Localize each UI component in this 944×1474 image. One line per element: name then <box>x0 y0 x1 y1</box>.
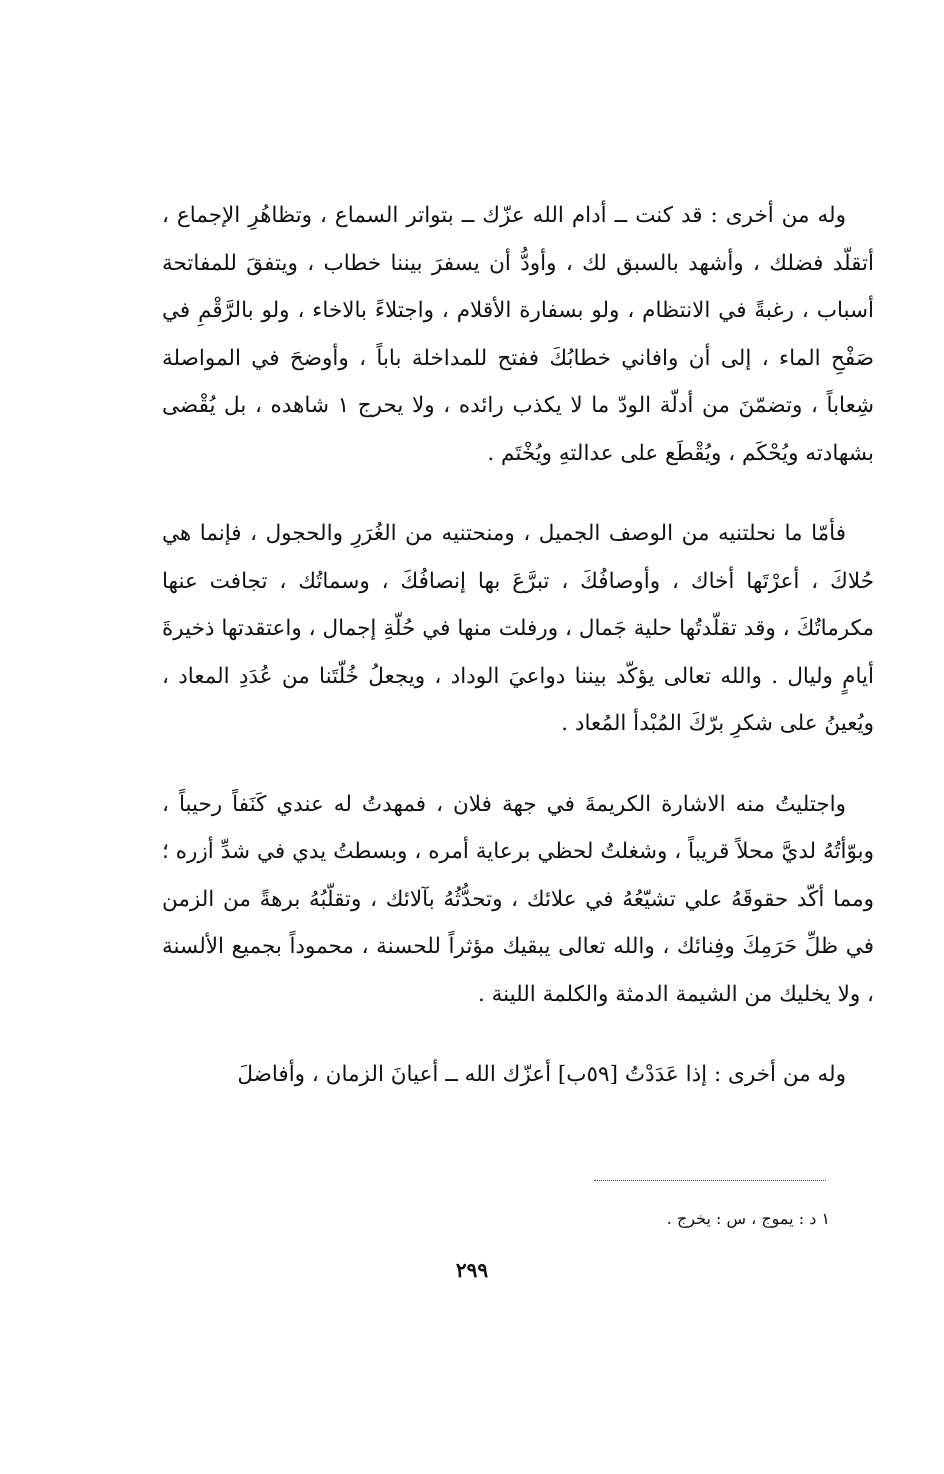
paragraph-4: وله من أخرى : إذا عَدَدْتُ [٥٩ب] أعزّك الله ــ أعيانَ الزمان ، وأفاضلَ <box>237 1062 846 1087</box>
main-text <box>162 192 874 1099</box>
paragraph-3: واجتليتُ منه الاشارة الكريمةَ في جهة فلان ، فمهدتُ له عندي كَنَفاً رحيباً ، وبوّأتُهُ لديَّ محلاً قريباً ، وشغلتُ لحظي برعاية أمره ، وبسطتُ يدي في شدِّ أزره ؛ ومما أكّد حقوقَهُ علي تشيّعُهُ في علائك ، وتحدُّثُهُ بآلائك ، وتقلّبُهُ برهةً من الزمن في ظلِّ حَرَمِكَ وفِنائك ، والله تعالى يبقيك مؤثراً للحسنة ، محموداً بجميع الألسنة ، ولا يخليك من الشيمة الدمثة والكلمة اللينة . <box>162 791 874 1007</box>
footnote-divider <box>594 1180 826 1181</box>
footnote: ١ د : يموج ، س : يخرج . <box>666 1209 830 1228</box>
paragraph-2: فأمّا ما نحلتنيه من الوصف الجميل ، ومنحتنيه من الغُرَرِ والحجول ، فإنما هي حُلاكَ ، أعرْتَها أخاك ، وأوصافُكَ ، تبرَّعَ بها إنصافُكَ ، وسماتُك ، تجافت عنها مكرماتُكَ ، وقد تقلّدتُها حلية جَمال ، ورفلت منها في حُلّةِ إجمال ، واعتقدتها ذخيرةَ أيامٍ وليال . والله تعالى يؤكّد بيننا دواعيَ الوداد ، ويجعلُ خُلّتَنا من عُدَدِ المعاد ، ويُعينُ على شكرِ برّكَ المُبْدأ المُعاد . <box>162 521 874 736</box>
paragraph-1: وله من أخرى : قد كنت ــ أدام الله عزّك ــ بتواتر السماع ، وتظاهُرِ الإجماع ، أتقلّد فضلك ، وأشهد بالسبق لك ، وأودُّ أن يسفرَ بيننا خطاب ، ويتفقَ للمفاتحة أسباب ، رغبةً في الانتظام ، ولو بسفارة الأقلام ، واجتلاءً بالاخاء ، ولو بالرَّقْمِ في صَفْحِ الماء ، إلى أن وافاني خطابُكَ ففتح للمداخلة باباً ، وأوضحَ في المواصلة شِعاباً ، وتضمّنَ من أدلّة الودّ ما لا يكذب رائده ، ولا يحرج ١ شاهده ، بل يُقْضى بشهادته ويُحْكَم ، ويُقْطَع على عدالتهِ ويُخْتَم . <box>162 203 874 466</box>
page-number: ٢٩٩ <box>455 1258 489 1282</box>
